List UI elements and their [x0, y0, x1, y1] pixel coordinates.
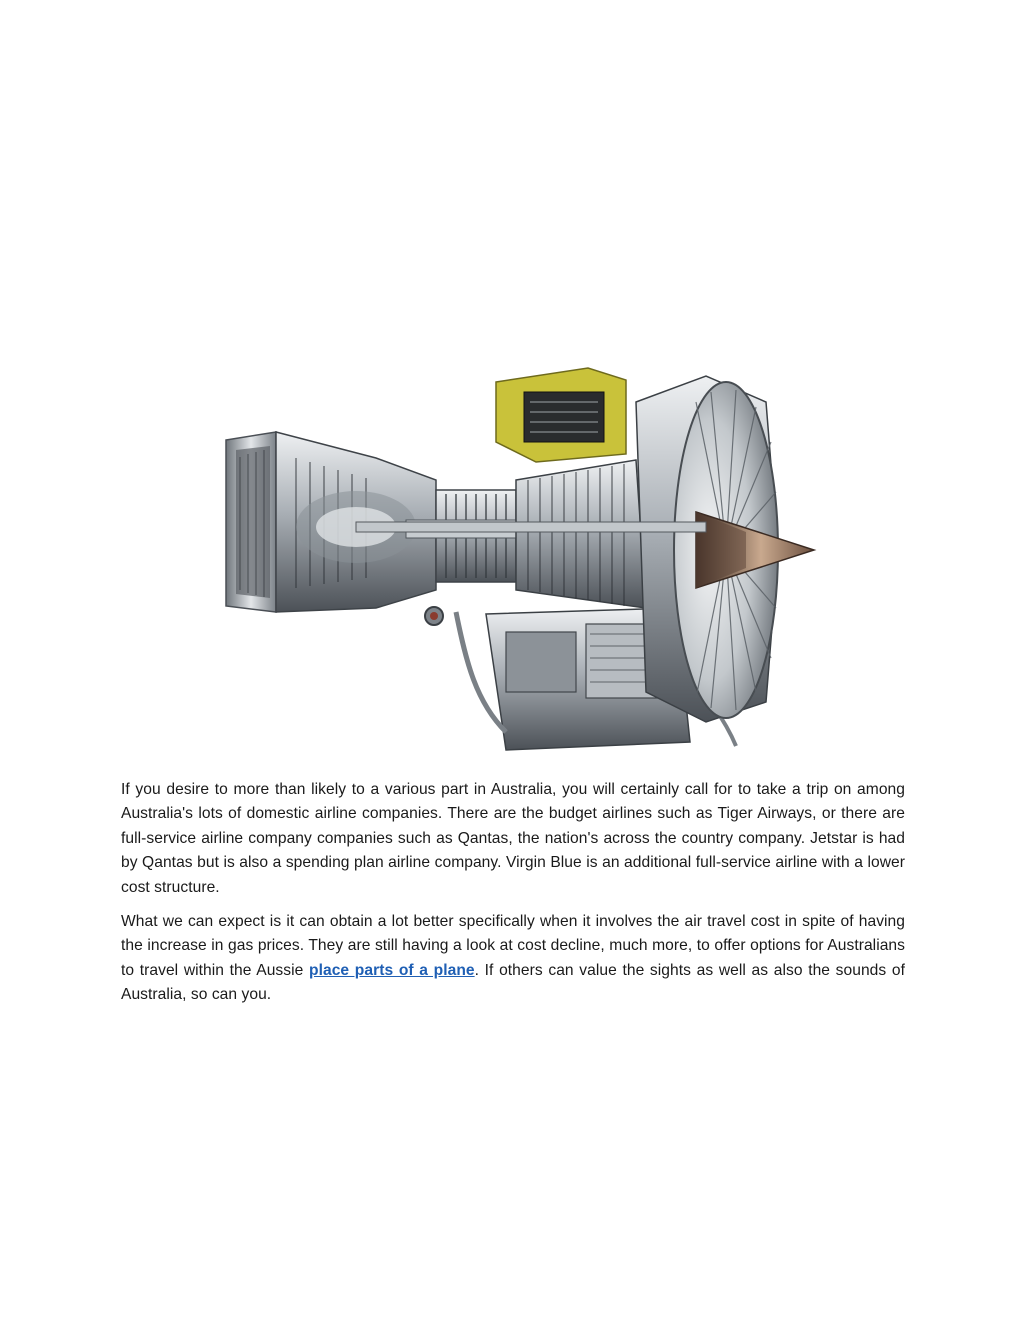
article-body: [121, 778, 905, 1018]
paragraph-2-before-link: What we can expect is it can obtain a lot better specifically when it involves the air travel cost in spite of having the increase in gas prices. They are still having a look at cost decline, much more, to offer options for Australians to travel within the Aussie: [121, 913, 905, 979]
jet-engine-svg: [206, 362, 818, 754]
paragraph-2-after-link: . If others can value the sights as well as also the sounds of Australia, so can you.: [121, 961, 906, 1004]
paragraph-2: [121, 910, 905, 1008]
exhaust-nozzle: [226, 432, 276, 612]
control-unit-top: [496, 368, 626, 462]
place-parts-of-a-plane-link[interactable]: place parts of a plane: [309, 961, 475, 979]
paragraph-1: If you desire to more than likely to a various part in Australia, you will certainly call for to take a trip on among Australia's lots of domestic airline companies. There are the budget airlines such as Tiger Airways, or there are full-service airline company companies such as Qantas, the nation's across the country company. Jetstar is had by Qantas but is also a spending plan airline company. Virgin Blue is an additional full-service airline with a lower cost structure.: [121, 781, 905, 896]
compressor-stages: [516, 460, 646, 608]
engine-shaft: [356, 522, 706, 532]
jet-engine-illustration: [206, 362, 818, 754]
